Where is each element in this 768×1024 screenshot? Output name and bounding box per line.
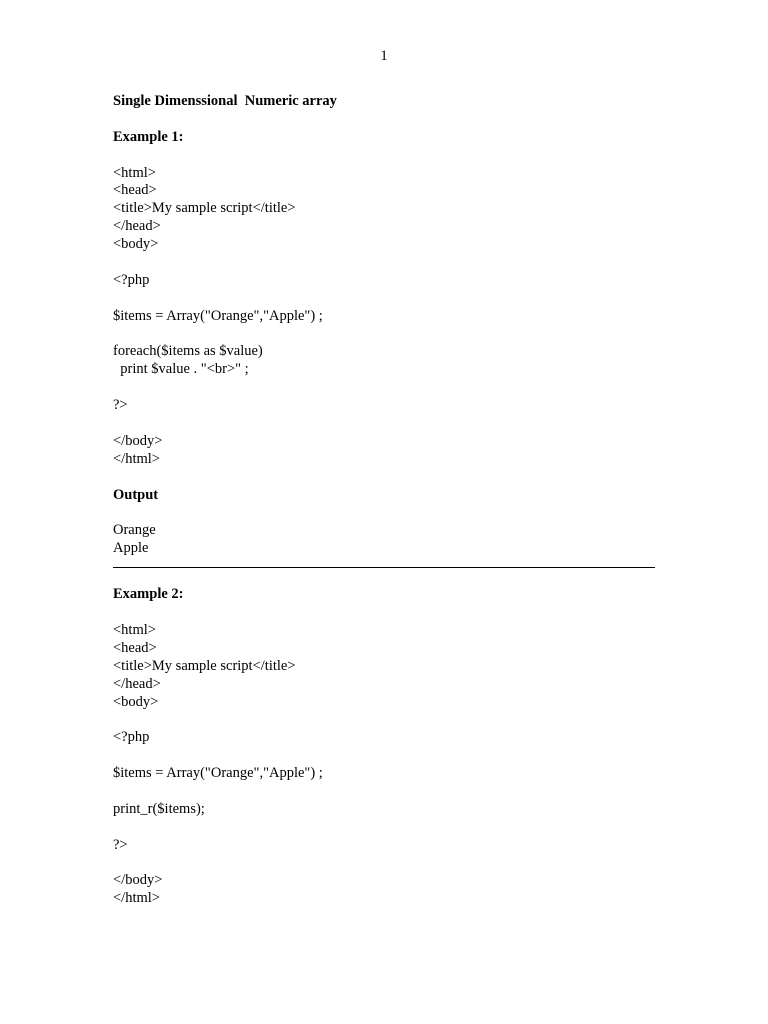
code-line: </head> <box>113 675 161 692</box>
code-line: <html> <box>113 621 156 638</box>
code-line: </head> <box>113 218 161 235</box>
code-line <box>113 415 658 433</box>
code-line: <?php <box>113 271 150 288</box>
output-label: Output <box>113 486 159 503</box>
code-line <box>113 254 658 272</box>
example-1-label: Example 1: <box>113 128 184 145</box>
code-line: <head> <box>113 182 157 199</box>
code-line: $items = Array("Orange","Apple") ; <box>113 765 323 782</box>
document-body <box>113 93 658 908</box>
code-line: <body> <box>113 236 159 253</box>
horizontal-divider <box>113 567 655 568</box>
code-line: <head> <box>113 639 157 656</box>
code-line: </body> <box>113 872 163 889</box>
code-line: <html> <box>113 164 156 181</box>
code-line: print_r($items); <box>113 800 205 817</box>
section-heading: Single Dimenssional Numeric array <box>113 93 337 109</box>
code-line: <title>My sample script</title> <box>113 657 296 674</box>
code-line: <?php <box>113 729 150 746</box>
code-line <box>113 855 658 873</box>
example-2-label: Example 2: <box>113 586 184 603</box>
spacer <box>113 504 658 522</box>
code-line: print $value . "<br>" ; <box>113 361 249 378</box>
code-line: ?> <box>113 836 128 853</box>
example-1-code-block <box>113 165 658 469</box>
output-line: Orange <box>113 522 156 539</box>
code-line: ?> <box>113 397 128 414</box>
page-number: 1 <box>380 48 388 64</box>
code-line: <title>My sample script</title> <box>113 200 296 217</box>
code-line <box>113 326 658 344</box>
code-line: $items = Array("Orange","Apple") ; <box>113 307 323 324</box>
code-line <box>113 711 658 729</box>
code-line: <body> <box>113 693 159 710</box>
code-line <box>113 819 658 837</box>
code-line: foreach($items as $value) <box>113 343 263 360</box>
spacer <box>113 147 658 165</box>
code-line <box>113 290 658 308</box>
example-2-code-block <box>113 622 658 908</box>
code-line: </html> <box>113 450 160 467</box>
example-1-output-block <box>113 522 658 558</box>
spacer <box>113 111 658 129</box>
code-line <box>113 747 658 765</box>
code-line: </body> <box>113 432 163 449</box>
spacer <box>113 469 658 487</box>
code-line <box>113 379 658 397</box>
code-line: </html> <box>113 890 160 907</box>
spacer <box>113 604 658 622</box>
output-line: Apple <box>113 540 149 557</box>
code-line <box>113 783 658 801</box>
